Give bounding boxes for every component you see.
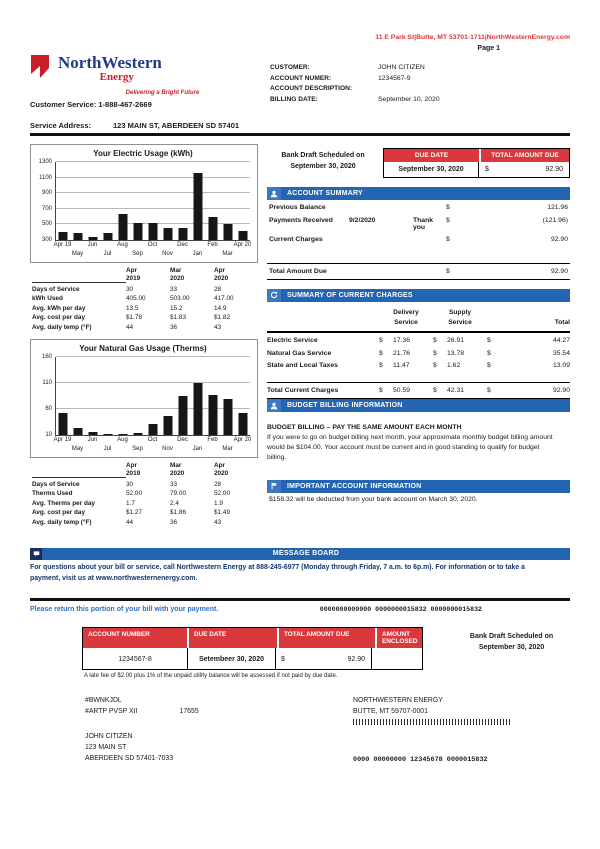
logo-tagline: Delivering a Bright Future xyxy=(125,90,200,96)
logo-name: NorthWestern xyxy=(58,53,162,72)
payee-name: NORTHWESTERN ENERGY xyxy=(353,696,443,704)
bar-sep xyxy=(134,433,143,435)
stub-table-headers xyxy=(83,628,422,648)
scanline-numbers: 0000000000000 0000000015832 0000000015832 xyxy=(319,605,482,613)
divider xyxy=(30,133,570,136)
x-tick-label: Jul xyxy=(103,251,112,257)
recipient-street: 123 MAIN ST xyxy=(85,743,127,751)
total-label: Total Amount Due xyxy=(269,267,327,275)
bar-aug xyxy=(119,214,128,240)
late-fee-note: A late fee of $2.00 plus 1% of the unpaid utility balance will be assessed if not paid by due date. xyxy=(84,672,338,679)
stub-header-cell: ACCOUNT NUMBER xyxy=(83,628,187,648)
x-tick-label: Dec xyxy=(177,436,188,443)
page-number: Page 1 xyxy=(477,45,500,52)
x-tick-label: Sep xyxy=(132,251,143,257)
mail-code-2: #ARTP PVSP XII xyxy=(85,707,138,715)
total-delivery: 50.59 xyxy=(393,387,411,395)
mail-code-number: 17655 xyxy=(179,707,199,715)
gridline xyxy=(56,208,250,209)
section-title: BUDGET BILLING INFORMATION xyxy=(287,402,403,410)
charges-column-headers xyxy=(267,308,570,329)
important-info-body: $158.32 will be deducted from your bank account on March 30, 2020. xyxy=(269,495,478,503)
budget-billing-body: If you were to go on budget billing next month, your approximate monthly budget billing amount would be $104.00. Your account must be current and in good standing to qualify for budget billing. xyxy=(267,434,553,462)
x-tick-label: Apr 19 xyxy=(53,436,72,443)
gridline xyxy=(56,408,250,409)
mailing-block xyxy=(30,695,570,766)
message-icon xyxy=(30,548,42,560)
x-tick-label: Jun xyxy=(87,436,98,443)
bank-draft-line1: Bank Draft Scheduled on xyxy=(281,152,365,159)
supply-service-header: Supply Service xyxy=(448,308,472,327)
x-tick-label: May xyxy=(71,445,84,452)
message-board-header xyxy=(30,548,570,560)
usage-column-header: Apr 2020 xyxy=(214,267,229,282)
x-tick-label: Jun xyxy=(87,242,98,248)
section-title: MESSAGE BOARD xyxy=(42,548,570,560)
field-value: 1234567-9 xyxy=(378,74,411,82)
bar-dec xyxy=(178,396,187,435)
gridline xyxy=(56,356,250,357)
y-tick-label: 1300 xyxy=(38,159,52,165)
bar-nov xyxy=(163,416,172,435)
gas-usage-table xyxy=(32,462,258,526)
stub-bank-draft-note xyxy=(453,627,570,670)
currency-symbol: $ xyxy=(281,655,285,663)
bar-apr-19 xyxy=(59,413,68,435)
total-value: 92.90 xyxy=(550,267,568,275)
x-tick-label: Nov xyxy=(162,445,173,452)
service-address-value: 123 MAIN ST, ABERDEEN SD 57401 xyxy=(113,121,240,130)
x-tick-label: Sep xyxy=(132,445,143,452)
section-title: IMPORTANT ACCOUNT INFORMATION xyxy=(287,482,422,490)
bar-may xyxy=(74,233,83,240)
usage-column-header: Mar 2020 xyxy=(170,267,185,282)
bar-jun xyxy=(89,237,98,241)
bar-feb xyxy=(208,395,217,435)
bar-aug xyxy=(119,434,128,435)
service-address-row xyxy=(30,121,570,130)
bar-dec xyxy=(178,228,187,240)
bar-oct xyxy=(149,424,158,435)
delivery-service-header: Delivery Service xyxy=(393,308,419,327)
x-axis-row2 xyxy=(55,250,250,259)
bar-apr-19 xyxy=(59,232,68,240)
usage-column-header: Mar 2020 xyxy=(170,461,185,477)
y-tick-label: 900 xyxy=(41,190,52,197)
stub-header-cell: DUE DATE xyxy=(189,628,277,648)
bank-draft-line1: Bank Draft Scheduled on xyxy=(469,632,554,640)
x-tick-label: Jul xyxy=(103,445,112,452)
total-current-charges-row xyxy=(267,382,570,399)
bar-nov xyxy=(163,228,172,240)
current-charges-header xyxy=(267,289,570,302)
currency-symbol: $ xyxy=(446,267,450,275)
service-address-label: Service Address: xyxy=(30,121,92,130)
bar-jun xyxy=(89,432,98,435)
field-value: JOHN CITIZEN xyxy=(378,64,425,71)
important-info-header xyxy=(267,480,570,493)
plot-area xyxy=(55,162,250,241)
total-total: 92.90 xyxy=(552,387,570,395)
plot-area xyxy=(55,357,250,436)
account-summary-header xyxy=(267,187,570,200)
recipient-city: ABERDEEN SD 57401-7033 xyxy=(85,755,174,763)
billing-column xyxy=(267,144,570,503)
usage-table-row: kWh Used 405.00 503.00 417.00 xyxy=(32,295,234,303)
person-icon xyxy=(267,399,281,412)
due-date-value: September 30, 2020 xyxy=(384,162,479,177)
usage-column xyxy=(30,144,258,534)
y-axis xyxy=(36,353,55,438)
payment-stub xyxy=(30,627,570,670)
stub-due-date: Setembeer 30, 2020 xyxy=(187,648,275,669)
due-date-header: DUE DATE xyxy=(384,149,479,162)
usage-table-row: Avg. cost per day $1.78 $1.83 $1.82 xyxy=(32,314,230,322)
x-tick-label: May xyxy=(71,251,84,257)
x-tick-label: Mar xyxy=(222,251,233,257)
electric-usage-chart xyxy=(30,144,258,263)
gridline xyxy=(56,192,250,193)
bar-jul xyxy=(104,233,113,240)
bar-jul xyxy=(104,434,113,435)
total-label: Total Current Charges xyxy=(267,387,339,395)
x-tick-label: Oct xyxy=(147,242,158,248)
total-amount-value: 92.90 xyxy=(545,166,563,173)
x-tick-label: Oct xyxy=(147,436,158,443)
account-summary-row: Payments Received 9/2/2020 Thank you $ (121.96) xyxy=(269,216,568,231)
bank-draft-note xyxy=(267,148,379,178)
x-tick-label: Jan xyxy=(192,445,203,452)
stub-amount-value: 92.90 xyxy=(347,655,365,663)
y-tick-label: 500 xyxy=(41,221,52,228)
stub-header-cell: TOTAL AMOUNT DUE xyxy=(279,628,375,648)
account-summary-rows xyxy=(267,200,570,245)
currency-symbol: $ xyxy=(379,387,383,395)
stub-amount-due xyxy=(275,648,371,669)
recipient-name: JOHN CITIZEN xyxy=(85,732,133,740)
return-portion-note: Please return this portion of your bill with your payment. xyxy=(30,605,219,613)
person-icon xyxy=(267,187,281,200)
x-tick-label: Aug xyxy=(117,436,128,443)
x-axis-row1 xyxy=(55,436,250,445)
header xyxy=(30,54,570,109)
bar-feb xyxy=(208,217,217,240)
x-axis-row2 xyxy=(55,445,250,454)
usage-column-header: Apr 2019 xyxy=(126,461,141,477)
postal-barcode xyxy=(353,719,511,725)
usage-table-row: Avg. daily temp (°F) 44 36 43 xyxy=(32,323,222,331)
payee-block xyxy=(353,695,570,766)
x-tick-label: Aug xyxy=(117,242,128,248)
logo-arrow-icon xyxy=(30,54,56,88)
chart-title: Your Natural Gas Usage (Therms) xyxy=(79,343,207,353)
customer-field xyxy=(270,75,570,82)
field-value: September 10, 2020 xyxy=(378,95,440,103)
total-supply: 42.31 xyxy=(447,387,465,395)
usage-column-header: Apr 2020 xyxy=(214,461,229,477)
currency-symbol: $ xyxy=(487,387,491,395)
flag-icon xyxy=(267,480,281,493)
y-axis xyxy=(36,159,55,243)
gridline xyxy=(56,177,250,178)
field-value xyxy=(378,85,570,92)
usage-table-row: Avg. kWh per day 13.5 15.2 14.9 xyxy=(32,304,227,312)
customer-service-phone: Customer Service: 1-888-467-2669 xyxy=(30,100,152,109)
x-tick-label: Mar xyxy=(222,445,233,452)
total-amount-header: TOTAL AMOUNT DUE xyxy=(481,149,569,162)
bar-mar xyxy=(223,399,232,435)
bank-draft-line2: September 30, 2020 xyxy=(290,162,356,170)
refresh-icon xyxy=(267,289,281,302)
charge-row: State and Local Taxes $ 11.47 $ 1.62 $ 13.09 xyxy=(267,362,570,370)
chart-title: Your Electric Usage (kWh) xyxy=(93,149,193,158)
bar-apr-20 xyxy=(238,231,247,240)
y-tick-label: 1100 xyxy=(39,174,52,181)
budget-billing-header xyxy=(267,399,570,412)
customer-field xyxy=(270,85,570,92)
bar-apr-20 xyxy=(238,413,247,435)
section-title: ACCOUNT SUMMARY xyxy=(287,190,363,197)
customer-fields xyxy=(270,64,570,109)
section-title: SUMMARY OF CURRENT CHARGES xyxy=(287,291,413,299)
company-address-line: 11 E Park St|Butte, MT 53701-1711|NorthWesternEnergy.com xyxy=(375,34,570,41)
field-label: CUSTOMER: xyxy=(270,64,310,71)
y-tick-label: 60 xyxy=(45,405,52,412)
usage-header-spacer xyxy=(32,462,126,478)
y-tick-label: 300 xyxy=(41,237,52,243)
field-label: BILLING DATE: xyxy=(270,95,318,103)
stub-table xyxy=(82,627,423,670)
gridline xyxy=(56,382,250,383)
bar-mar xyxy=(223,224,232,240)
bar-jan xyxy=(193,383,202,435)
x-tick-label: Nov xyxy=(162,251,173,257)
bottom-ocr-code: 0000 00000000 12345678 0000015832 xyxy=(353,755,488,764)
x-tick-label: Apr 20 xyxy=(233,436,252,443)
logo-energy: Energy xyxy=(99,71,134,83)
bar-may xyxy=(74,428,83,435)
usage-table-row: Avg. cost per day $1.27 $1.86 $1.49 xyxy=(32,509,230,517)
account-summary-row: Previous Balance $ 121.96 xyxy=(269,204,568,211)
charge-row: Electric Service $ 17.36 $ 26.91 $ 44.27 xyxy=(267,337,570,345)
y-tick-label: 10 xyxy=(45,431,52,438)
account-summary-row: Current Charges $ 92.90 xyxy=(269,236,568,243)
stub-amount-enclosed xyxy=(371,648,422,669)
field-label: ACCOUNT NUMER: xyxy=(270,74,332,82)
total-amount-due-row xyxy=(267,263,570,280)
bar-jan xyxy=(193,173,202,240)
x-tick-label: Dec xyxy=(177,242,188,248)
payee-city: BUTTE, MT 59707-0001 xyxy=(353,707,428,715)
customer-field xyxy=(270,96,570,103)
usage-table-header xyxy=(32,267,258,283)
total-header: Total xyxy=(554,319,570,327)
x-axis-row1 xyxy=(55,241,250,250)
usage-column-header: Apr 2019 xyxy=(126,267,141,282)
usage-table-row: Therms Used 52.00 79.00 52.00 xyxy=(32,490,230,498)
x-tick-label: Feb xyxy=(207,242,218,248)
logo xyxy=(30,54,265,109)
bar-oct xyxy=(149,223,158,240)
charge-rows xyxy=(267,333,570,371)
x-tick-label: Apr 20 xyxy=(233,242,252,248)
y-tick-label: 700 xyxy=(41,205,52,212)
bank-draft-line2: September 30, 2020 xyxy=(478,644,545,652)
x-tick-label: Jan xyxy=(192,251,203,257)
usage-table-row: Days of Service 30 33 28 xyxy=(32,285,222,293)
message-board-body: For questions about your bill or service, call Northwestern Energy at 888-245-6977 (Monday through Friday, 7 a.m. to 6p.m). For information or to take a payment, visit us at www.northwesternenergy.com. xyxy=(30,563,525,582)
x-tick-label: Apr 19 xyxy=(53,242,72,248)
recipient-block xyxy=(30,695,353,766)
electric-usage-table xyxy=(32,267,258,331)
mail-code-1: #BWNKJDL xyxy=(85,696,122,704)
currency-symbol: $ xyxy=(433,387,437,395)
bank-draft-section xyxy=(267,148,570,178)
divider xyxy=(30,598,570,601)
stub-header-cell: AMOUNT ENCLOSED xyxy=(377,628,422,648)
y-tick-label: 110 xyxy=(42,379,52,386)
field-label: ACCOUNT DESCRIPTION: xyxy=(270,85,353,92)
usage-table-row: Days of Service 30 33 28 xyxy=(32,480,222,488)
bar-sep xyxy=(134,223,143,240)
usage-table-header xyxy=(32,462,258,478)
usage-table-row: Avg. Therms per day 1.7 2.4 1.9 xyxy=(32,499,223,507)
x-tick-label: Feb xyxy=(207,436,218,443)
charge-row: Natural Gas Service $ 21.76 $ 13.78 $ 35.54 xyxy=(267,349,570,357)
usage-header-spacer xyxy=(32,267,126,283)
due-date-table xyxy=(383,148,570,178)
budget-billing-heading: BUDGET BILLING – PAY THE SAME AMOUNT EACH MONTH xyxy=(267,424,462,432)
gridline xyxy=(56,161,250,162)
customer-field xyxy=(270,64,570,71)
usage-table-row: Avg. daily temp (°F) 44 36 43 xyxy=(32,518,222,526)
currency-symbol: $ xyxy=(485,166,489,173)
gas-usage-chart xyxy=(30,339,258,458)
stub-account-number: 1234567-8 xyxy=(118,655,152,663)
y-tick-label: 160 xyxy=(41,353,52,360)
